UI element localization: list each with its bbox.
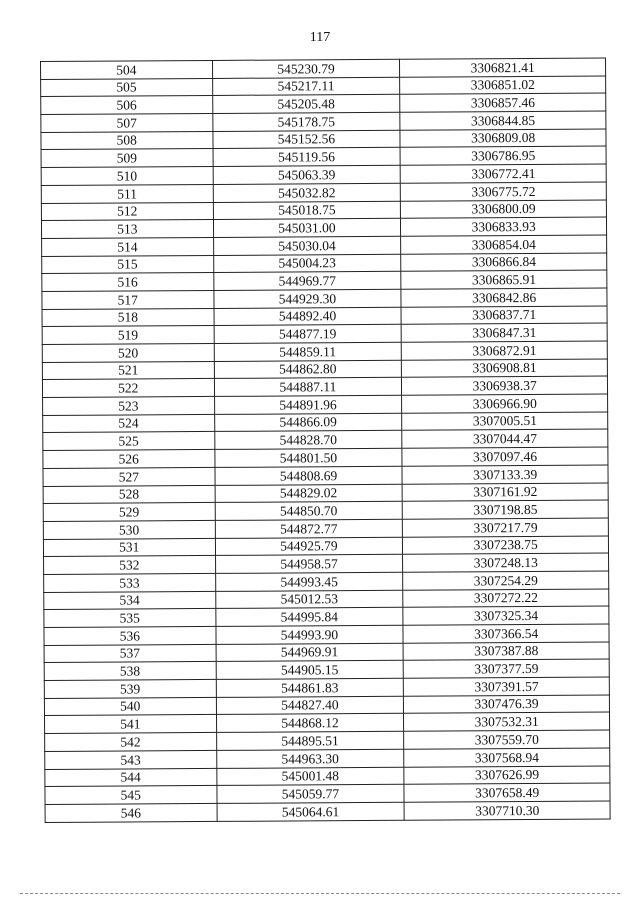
y-coordinate-cell: 3307559.70 <box>404 730 610 749</box>
y-coordinate-cell: 3307133.39 <box>402 465 608 484</box>
y-coordinate-cell: 3307005.51 <box>402 412 608 431</box>
y-coordinate-cell: 3307097.46 <box>402 447 608 466</box>
y-coordinate-cell: 3306908.81 <box>402 359 608 378</box>
y-coordinate-cell: 3307658.49 <box>404 783 610 802</box>
x-coordinate-cell: 544963.30 <box>216 749 404 768</box>
point-number-cell: 508 <box>41 131 213 150</box>
y-coordinate-cell: 3306857.46 <box>400 93 606 112</box>
table-row <box>45 801 610 822</box>
point-number-cell: 546 <box>45 803 217 822</box>
x-coordinate-cell: 545031.00 <box>213 218 401 237</box>
point-number-cell: 510 <box>41 167 213 186</box>
y-coordinate-cell: 3307391.57 <box>404 677 610 696</box>
x-coordinate-cell: 544969.91 <box>216 643 404 662</box>
x-coordinate-cell: 544877.19 <box>214 325 402 344</box>
y-coordinate-cell: 3306775.72 <box>401 182 607 201</box>
x-coordinate-cell: 545205.48 <box>212 95 400 114</box>
point-number-cell: 514 <box>42 237 214 256</box>
point-number-cell: 538 <box>44 662 216 681</box>
x-coordinate-cell: 544892.40 <box>214 307 402 326</box>
page-number: 117 <box>309 30 331 45</box>
x-coordinate-cell: 544958.57 <box>215 555 403 574</box>
x-coordinate-cell: 545217.11 <box>212 77 400 96</box>
y-coordinate-cell: 3306800.09 <box>401 200 607 219</box>
y-coordinate-cell: 3306865.91 <box>401 270 607 289</box>
point-number-cell: 509 <box>41 149 213 168</box>
point-number-cell: 529 <box>43 503 215 522</box>
y-coordinate-cell: 3307626.99 <box>404 766 610 785</box>
x-coordinate-cell: 545004.23 <box>213 254 401 273</box>
footer-divider <box>20 893 620 894</box>
x-coordinate-cell: 544891.96 <box>214 395 402 414</box>
point-number-cell: 524 <box>43 414 215 433</box>
y-coordinate-cell: 3306844.85 <box>400 111 606 130</box>
y-coordinate-cell: 3307325.34 <box>403 606 609 625</box>
y-coordinate-cell: 3307254.29 <box>403 571 609 590</box>
x-coordinate-cell: 545119.56 <box>213 148 401 167</box>
y-coordinate-cell: 3307377.59 <box>403 659 609 678</box>
point-number-cell: 519 <box>42 326 214 345</box>
x-coordinate-cell: 544808.69 <box>215 466 403 485</box>
x-coordinate-cell: 545030.04 <box>213 236 401 255</box>
y-coordinate-cell: 3306772.41 <box>400 164 606 183</box>
coordinates-table <box>40 58 611 823</box>
y-coordinate-cell: 3307248.13 <box>403 553 609 572</box>
point-number-cell: 536 <box>44 626 216 645</box>
point-number-cell: 534 <box>44 591 216 610</box>
x-coordinate-cell: 544828.70 <box>214 431 402 450</box>
point-number-cell: 516 <box>42 273 214 292</box>
x-coordinate-cell: 545064.61 <box>217 802 405 821</box>
point-number-cell: 526 <box>43 450 215 469</box>
point-number-cell: 505 <box>41 78 213 97</box>
point-number-cell: 532 <box>44 556 216 575</box>
x-coordinate-cell: 545032.82 <box>213 183 401 202</box>
x-coordinate-cell: 544887.11 <box>214 378 402 397</box>
x-coordinate-cell: 544872.77 <box>215 519 403 538</box>
point-number-cell: 541 <box>45 715 217 734</box>
y-coordinate-cell: 3306938.37 <box>402 376 608 395</box>
point-number-cell: 527 <box>43 467 215 486</box>
x-coordinate-cell: 544866.09 <box>214 413 402 432</box>
x-coordinate-cell: 545063.39 <box>213 165 401 184</box>
y-coordinate-cell: 3306851.02 <box>400 76 606 95</box>
point-number-cell: 540 <box>44 697 216 716</box>
point-number-cell: 518 <box>42 308 214 327</box>
y-coordinate-cell: 3306837.71 <box>401 306 607 325</box>
x-coordinate-cell: 544829.02 <box>215 484 403 503</box>
x-coordinate-cell: 544993.45 <box>215 572 403 591</box>
x-coordinate-cell: 544969.77 <box>213 272 401 291</box>
point-number-cell: 544 <box>45 768 217 787</box>
point-number-cell: 520 <box>42 343 214 362</box>
x-coordinate-cell: 544929.30 <box>213 289 401 308</box>
point-number-cell: 537 <box>44 644 216 663</box>
y-coordinate-cell: 3307710.30 <box>404 801 610 820</box>
x-coordinate-cell: 544895.51 <box>216 731 404 750</box>
point-number-cell: 513 <box>41 220 213 239</box>
point-number-cell: 507 <box>41 114 213 133</box>
x-coordinate-cell: 544868.12 <box>216 714 404 733</box>
y-coordinate-cell: 3307217.79 <box>403 518 609 537</box>
y-coordinate-cell: 3307387.88 <box>403 642 609 661</box>
point-number-cell: 542 <box>45 733 217 752</box>
point-number-cell: 525 <box>43 432 215 451</box>
coordinates-table-body <box>41 58 611 822</box>
point-number-cell: 506 <box>41 96 213 115</box>
point-number-cell: 528 <box>43 485 215 504</box>
x-coordinate-cell: 544801.50 <box>214 448 402 467</box>
y-coordinate-cell: 3306854.04 <box>401 235 607 254</box>
x-coordinate-cell: 545018.75 <box>213 201 401 220</box>
x-coordinate-cell: 545001.48 <box>216 767 404 786</box>
y-coordinate-cell: 3307532.31 <box>404 712 610 731</box>
y-coordinate-cell: 3306866.84 <box>401 253 607 272</box>
point-number-cell: 522 <box>42 379 214 398</box>
x-coordinate-cell: 545012.53 <box>215 590 403 609</box>
x-coordinate-cell: 544995.84 <box>215 608 403 627</box>
y-coordinate-cell: 3306872.91 <box>402 341 608 360</box>
y-coordinate-cell: 3306966.90 <box>402 394 608 413</box>
y-coordinate-cell: 3306809.08 <box>400 129 606 148</box>
point-number-cell: 543 <box>45 750 217 769</box>
point-number-cell: 517 <box>42 290 214 309</box>
x-coordinate-cell: 545230.79 <box>212 59 400 78</box>
point-number-cell: 533 <box>44 573 216 592</box>
point-number-cell: 521 <box>42 361 214 380</box>
y-coordinate-cell: 3307272.22 <box>403 589 609 608</box>
y-coordinate-cell: 3307568.94 <box>404 748 610 767</box>
y-coordinate-cell: 3306786.95 <box>400 146 606 165</box>
point-number-cell: 530 <box>43 520 215 539</box>
y-coordinate-cell: 3306842.86 <box>401 288 607 307</box>
y-coordinate-cell: 3306821.41 <box>400 58 606 77</box>
y-coordinate-cell: 3307476.39 <box>404 695 610 714</box>
point-number-cell: 515 <box>42 255 214 274</box>
y-coordinate-cell: 3306847.31 <box>401 323 607 342</box>
y-coordinate-cell: 3307198.85 <box>403 500 609 519</box>
x-coordinate-cell: 545059.77 <box>216 784 404 803</box>
x-coordinate-cell: 545178.75 <box>212 112 400 131</box>
x-coordinate-cell: 545152.56 <box>212 130 400 149</box>
point-number-cell: 535 <box>44 609 216 628</box>
x-coordinate-cell: 544925.79 <box>215 537 403 556</box>
point-number-cell: 512 <box>41 202 213 221</box>
y-coordinate-cell: 3307161.92 <box>402 483 608 502</box>
y-coordinate-cell: 3307044.47 <box>402 429 608 448</box>
x-coordinate-cell: 544905.15 <box>216 661 404 680</box>
point-number-cell: 531 <box>43 538 215 557</box>
x-coordinate-cell: 544993.90 <box>216 625 404 644</box>
point-number-cell: 545 <box>45 786 217 805</box>
y-coordinate-cell: 3307366.54 <box>403 624 609 643</box>
x-coordinate-cell: 544862.80 <box>214 360 402 379</box>
point-number-cell: 523 <box>43 397 215 416</box>
x-coordinate-cell: 544827.40 <box>216 696 404 715</box>
y-coordinate-cell: 3307238.75 <box>403 536 609 555</box>
x-coordinate-cell: 544859.11 <box>214 342 402 361</box>
x-coordinate-cell: 544850.70 <box>215 501 403 520</box>
point-number-cell: 539 <box>44 679 216 698</box>
point-number-cell: 504 <box>41 60 213 79</box>
x-coordinate-cell: 544861.83 <box>216 678 404 697</box>
point-number-cell: 511 <box>41 184 213 203</box>
y-coordinate-cell: 3306833.93 <box>401 217 607 236</box>
